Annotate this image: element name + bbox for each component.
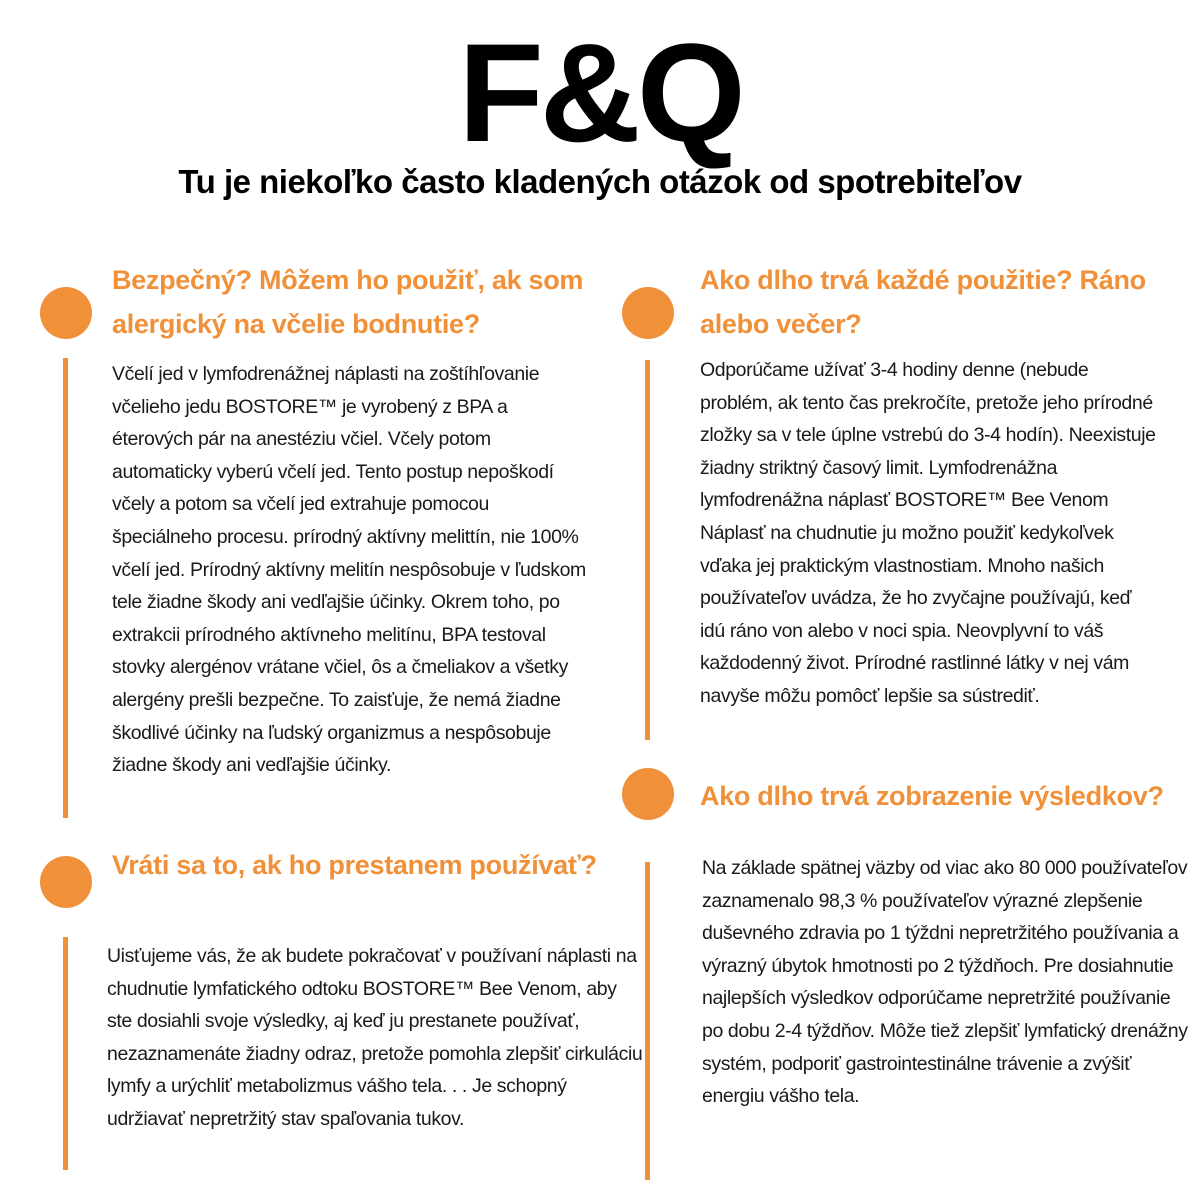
faq-bar-1 [63,358,68,818]
faq-bar-2 [63,937,68,1170]
faq-question-2: Vráti sa to, ak ho prestanem používať? [112,850,597,880]
faq-answer-3: Odporúčame užívať 3-4 hodiny denne (nebude problém, ak tento čas prekročíte, pretože jeho prírodné zložky sa v tele úplne vstrebú do 3-4 hodín). Neexistuje žiadny striktný časový limit. Lymfodrenážna lymfodrenážna náplasť BOSTORE™ Bee Venom Náplasť na chudnutie ju možno použiť kedykoľvek vďaka jej praktickým vlastnostiam. Mnoho našich používateľov uvádza, že ho zvyčajne používajú, keď idú ráno von alebo v noci spia. Neovplyvní to váš každodenný život. Prírodné rastlinné látky v nej vám navyše môžu pomôcť lepšie sa sústrediť. [700,359,1156,707]
faq-question-1: Bezpečný? Môžem ho použiť, ak som alergický na včelie bodnutie? [112,265,584,339]
faq-question-4: Ako dlho trvá zobrazenie výsledkov? [700,781,1164,811]
bullet-dot-2 [40,856,92,908]
bullet-dot-4 [622,768,674,820]
faq-answer-4: Na základe spätnej väzby od viac ako 80 000 používateľov zaznamenalo 98,3 % používateľov výrazné zlepšenie duševného zdravia po 1 týždni nepretržitého používania a výrazný úbytok hmotnosti po 2 týždňoch. Pre dosiahnutie najlepších výsledkov odporúčame nepretržité používanie po dobu 2-4 týždňov. Môže tiež zlepšiť lymfatický drenážny systém, podporiť gastrointestinálne trávenie a zvýšiť energiu vášho tela. [702,857,1188,1108]
bullet-dot-3 [622,287,674,339]
faq-question-3: Ako dlho trvá každé použitie? Ráno alebo večer? [700,265,1146,339]
faq-answer-2: Uisťujeme vás, že ak budete pokračovať v používaní náplasti na chudnutie lymfatického odtoku BOSTORE™ Bee Venom, aby ste dosiahli svoje výsledky, aj keď ju prestanete používať, nezaznamenáte žiadny odraz, pretože pomohla zlepšiť cirkuláciu lymfy a urýchliť metabolizmus vášho tela. . . Je schopný udržiavať nepretržitý stav spaľovania tukov. [107,945,643,1130]
faq-bar-3 [645,360,650,740]
faq-answer-1: Včelí jed v lymfodrenážnej náplasti na zoštíhľovanie včelieho jedu BOSTORE™ je vyrobený z BPA a éterových pár na anestéziu včiel. Včely potom automaticky vyberú včelí jed. Tento postup nepoškodí včely a potom sa včelí jed extrahuje pomocou špeciálneho procesu. prírodný aktívny melittín, nie 100% včelí jed. Prírodný aktívny melitín nespôsobuje v ľudskom tele žiadne škody ani vedľajšie účinky. Okrem toho, po extrakcii prírodného aktívneho melitínu, BPA testoval stovky alergénov vrátane včiel, ôs a čmeliakov a všetky alergény prešli bezpečne. To zaisťuje, že nemá žiadne škodlivé účinky na ľudský organizmus a nespôsobuje žiadne škody ani vedľajšie účinky. [112,363,586,777]
bullet-dot-1 [40,287,92,339]
page-title: F&Q [458,14,742,171]
faq-bar-4 [645,862,650,1180]
page-subtitle: Tu je niekoľko často kladených otázok od spotrebiteľov [178,163,1022,200]
